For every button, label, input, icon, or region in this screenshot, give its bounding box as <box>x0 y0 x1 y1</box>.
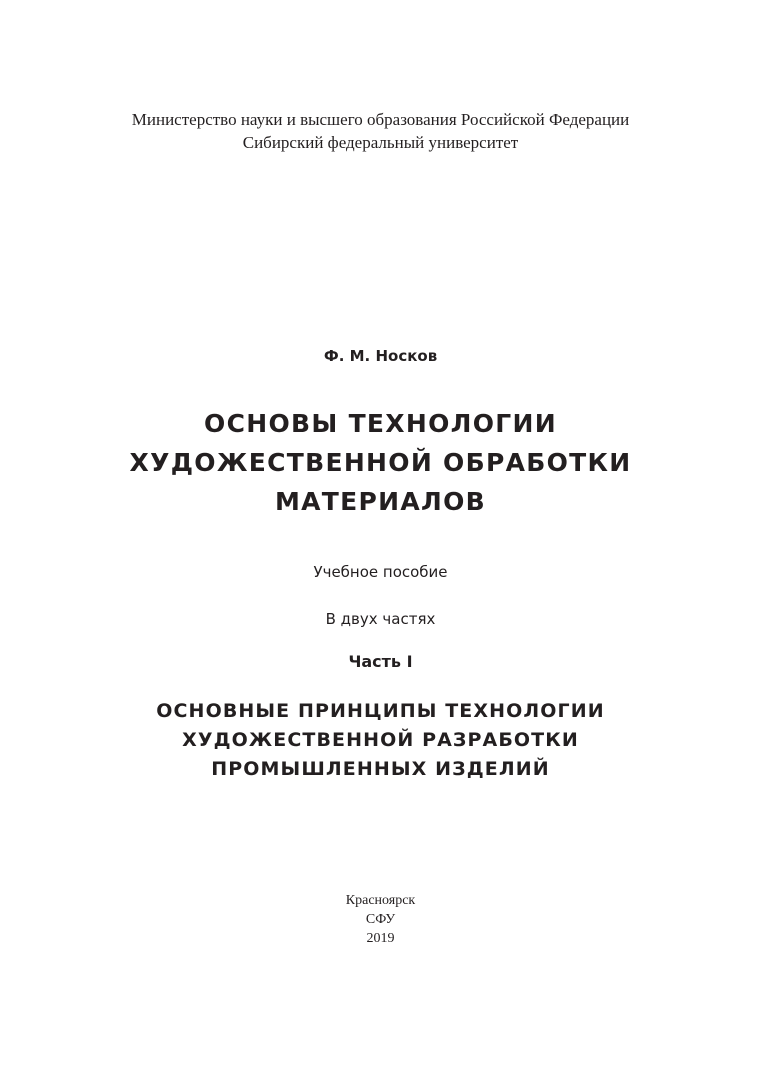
part-label: Часть I <box>348 652 413 671</box>
book-title <box>0 404 761 521</box>
part-title-line: ХУДОЖЕСТВЕННОЙ РАЗРАБОТКИ <box>182 729 579 751</box>
part-title-line: ОСНОВНЫЕ ПРИНЦИПЫ ТЕХНОЛОГИИ <box>156 700 605 722</box>
imprint-year: 2019 <box>366 931 395 946</box>
ministry-name: Министерство науки и высшего образования Российской Федерации <box>131 110 630 129</box>
imprint-publisher: СФУ <box>365 912 396 927</box>
book-title-line: ОСНОВЫ ТЕХНОЛОГИИ <box>204 409 557 438</box>
author-name: Ф. М. Носков <box>323 347 438 365</box>
part-title-line: ПРОМЫШЛЕННЫХ ИЗДЕЛИЙ <box>211 758 550 780</box>
book-type: Учебное пособие <box>313 563 448 581</box>
university-name: Сибирский федеральный университет <box>242 133 519 152</box>
imprint <box>0 891 761 948</box>
part-title <box>0 697 761 784</box>
book-title-line: ХУДОЖЕСТВЕННОЙ ОБРАБОТКИ <box>129 448 632 477</box>
parts-note: В двух частях <box>325 610 436 628</box>
book-title-line: МАТЕРИАЛОВ <box>274 487 487 516</box>
imprint-city: Красноярск <box>345 893 416 908</box>
